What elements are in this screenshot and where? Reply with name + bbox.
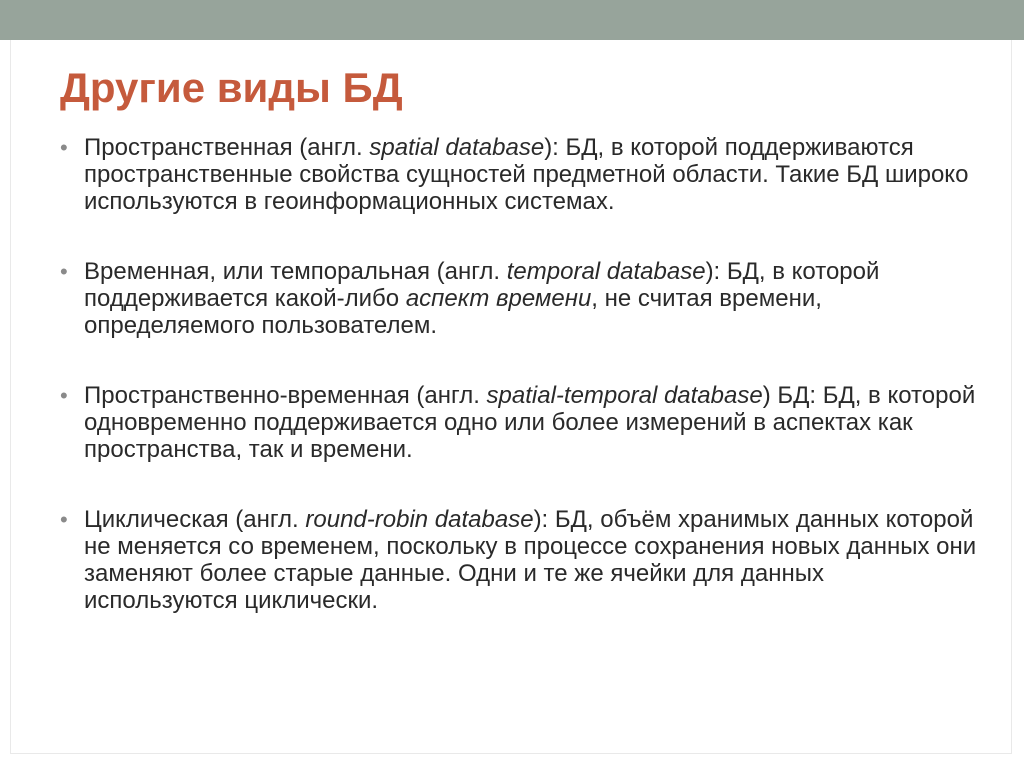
bullet-dot-icon: • bbox=[60, 383, 68, 408]
bullet-text: Пространственно-временная (англ. bbox=[84, 382, 487, 409]
bullet-list bbox=[60, 134, 980, 657]
bullet-text: Циклическая (англ. bbox=[84, 506, 306, 533]
top-decorative-bar bbox=[0, 0, 1024, 40]
term-italic: round-robin database bbox=[305, 506, 534, 533]
bullet-text: ) БД: БД, в которой одновременно поддерживается одно или более измерений в аспектах как пространства, так и времени. bbox=[84, 382, 976, 463]
bullet-round-robin-database bbox=[60, 506, 980, 614]
bullet-text: Временная, или темпоральная (англ. bbox=[84, 258, 507, 285]
bullet-text: Пространственная (англ. bbox=[84, 134, 370, 161]
term-italic: spatial-temporal database bbox=[486, 382, 763, 409]
bullet-dot-icon: • bbox=[60, 259, 68, 284]
bullet-temporal-database bbox=[60, 258, 980, 339]
bullet-spatial-temporal-database bbox=[60, 382, 980, 463]
bullet-dot-icon: • bbox=[60, 135, 68, 160]
term-italic: spatial database bbox=[369, 134, 545, 161]
slide-title: Другие виды БД bbox=[60, 64, 403, 111]
bullet-text: ): БД, в которой поддерживаются пространственные свойства сущностей предметной области. Такие БД широко используются в геоинформационных системах. bbox=[84, 134, 969, 215]
bullet-text: , не считая времени, определяемого пользователем. bbox=[84, 285, 822, 339]
bullet-text: ): БД, в которой поддерживается какой-либо bbox=[84, 258, 880, 312]
term-italic: temporal database bbox=[506, 258, 706, 285]
bullet-text: ): БД, объём хранимых данных которой не меняется со временем, поскольку в процессе сохранения новых данных они заменяют более старые данные. Одни и те же ячейки для данных используются циклически. bbox=[84, 506, 977, 614]
emphasis-italic: аспект времени bbox=[405, 285, 592, 312]
bullet-dot-icon: • bbox=[60, 507, 68, 532]
bullet-spatial-database bbox=[60, 134, 980, 215]
